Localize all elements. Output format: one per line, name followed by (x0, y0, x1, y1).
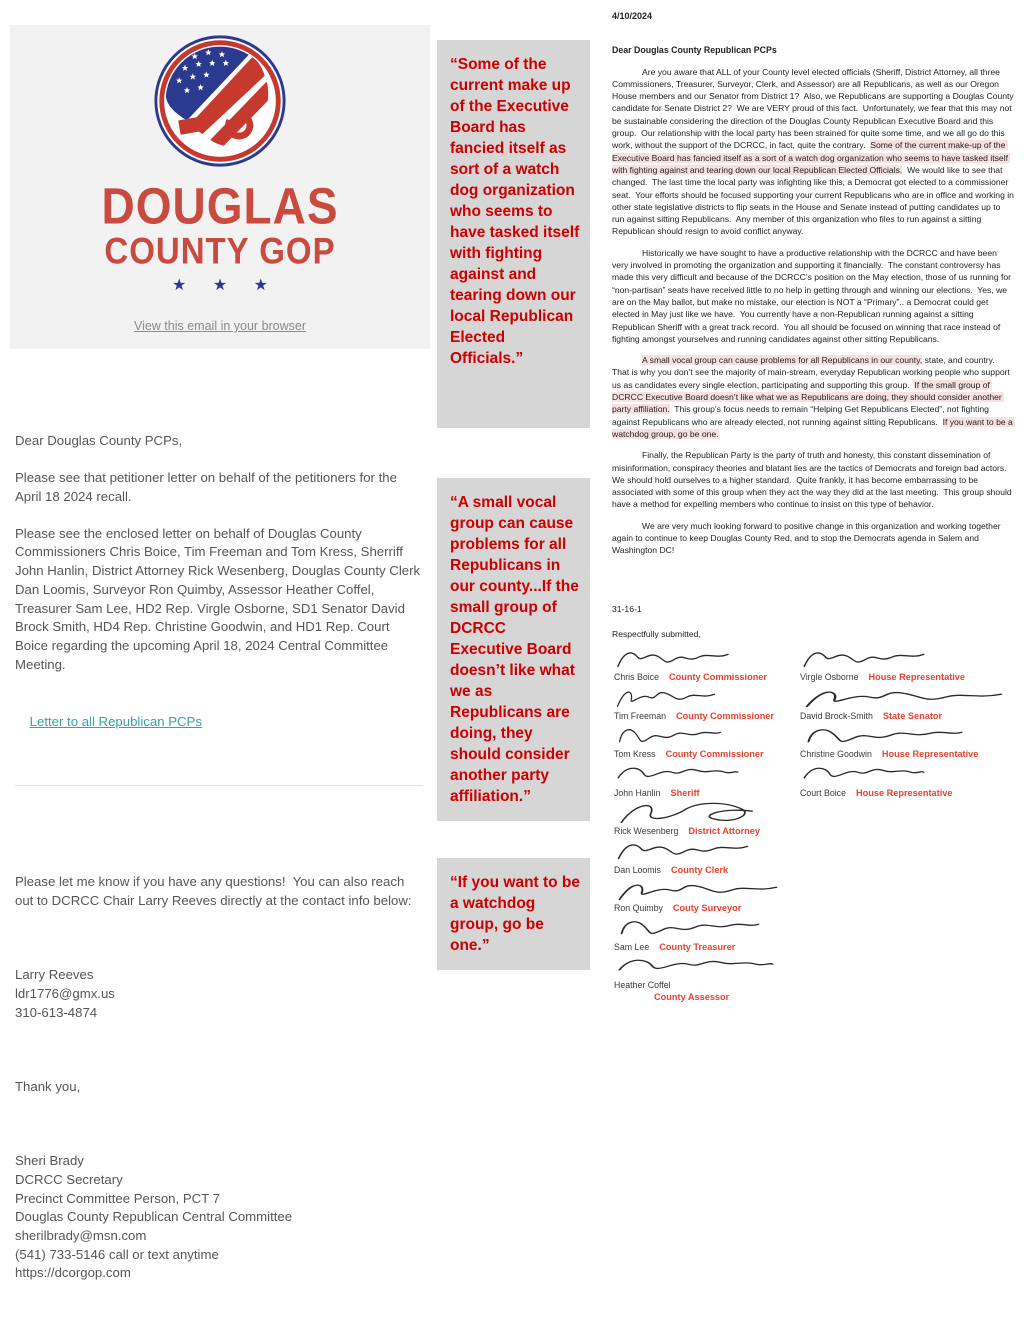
signer-title: County Clerk (670, 864, 729, 875)
handwritten-signature (800, 761, 928, 789)
email-thanks: Thank you, (15, 1078, 81, 1094)
pull-quote: “A small vocal group can cause problems for all Republicans in our county...If the small group of DCRCC Executive Board doesn’t like what we as Republicans are doing, they should consider another party affiliation.” (437, 478, 590, 821)
handwritten-signature (614, 723, 726, 751)
signature-row (614, 723, 800, 762)
signature-row (800, 723, 1014, 762)
signature-column-right (800, 646, 1014, 800)
signer-name: Dan Loomis (614, 864, 661, 875)
signer-title: Couty Surveyor (672, 903, 742, 914)
letter-text: Finally, the Republican Party is the party of truth and honesty, this constant dissemination of misinformation, conspiracy theories and blatant lies are the tactics of Democrats and foreign bad actors. We should hold ourselves to a higher standard. Quite frankly, it has become embarrassing to be associated with some of this group when they act the way they did at the last meeting. This group should have a method for expelling members who continue to insist on this type of behavior. (612, 450, 1015, 510)
highlighted-text: A small vocal group can cause problems for all Republicans in our county, (642, 355, 923, 366)
text-line: Douglas County Republican Central Committee (15, 1209, 293, 1225)
signer-label (614, 748, 764, 760)
signer-title: County Commissioner (675, 710, 774, 721)
signer-name: Christine Goodwin (800, 749, 872, 760)
signer-label (614, 825, 760, 837)
logo-title-line2: COUNTY GOP (104, 229, 336, 272)
handwritten-signature (614, 684, 718, 712)
handwritten-signature (800, 723, 970, 751)
signature-row (614, 685, 800, 724)
logo-stars-icon: ★ ★ ★ (172, 277, 279, 294)
signature-row (614, 954, 800, 1003)
text-line: Sheri Brady (15, 1153, 84, 1169)
handwritten-signature (614, 800, 762, 828)
text-line: ldr1776@gmx.us (15, 985, 115, 1001)
signer-name: Tim Freeman (614, 710, 666, 721)
letter-reference-number: 31-16-1 (612, 603, 642, 614)
email-paragraph: Please see the enclosed letter on behalf of Douglas County Commissioners Chris Boice, Tim Freeman and Tom Kress, Sherriff John Hanlin, District Attorney Rick Wesenberg, Douglas County Clerk Dan Loomis, Surveyor Ron Quimby, Assessor Heather Coffel, Treasurer Sam Lee, HD2 Rep. Virgle Osborne, SD1 Senator David Brock Smith, HD4 Rep. Christine Goodwin, and HD1 Rep. Court Boice regarding the upcoming April 18, 2024 Central Committee Meeting. (15, 525, 424, 672)
email-paragraphs (15, 432, 423, 674)
letter-pane (612, 10, 1015, 1016)
signer-label (614, 864, 728, 876)
signer-label (614, 979, 671, 991)
signer-title: County Assessor (654, 991, 730, 1002)
signature-row (614, 916, 800, 955)
signer-label (800, 710, 942, 722)
letter-paragraph (612, 66, 1015, 238)
signer-name: Court Boice (800, 787, 846, 798)
email-header (10, 25, 430, 349)
highlighted-text: If the small group of DCRCC Executive Board doesn’t like what we as Republicans are doing, they should consider another party affiliation. (612, 379, 1005, 415)
signature-row (614, 800, 800, 839)
email-paragraph: Dear Douglas County PCPs, (15, 433, 183, 449)
handwritten-signature (614, 877, 782, 905)
logo-title-line1: DOUGLAS (101, 177, 339, 235)
text-line: Larry Reeves (15, 967, 94, 983)
letter-paragraph (612, 354, 1015, 440)
letter-text: We would like to see that changed. The last time the local party was infighting like this, a Democrat got elected to a commissioner seat. Your efforts should be focused supporting your current Republicans who are in office and working in other state legislative districts to flip seats in the House and Senate instead of putting candidates up to run against sitting Republicans. Any member of this organization who files to run against a sitting Republican should resign to avoid conflict anyway. (612, 164, 1017, 237)
signer-name: John Hanlin (614, 787, 661, 798)
letter-date: 4/10/2024 (612, 11, 653, 21)
signature-row (614, 839, 800, 878)
gop-elephant-logo (152, 33, 288, 169)
signer-name: Tom Kress (614, 749, 656, 760)
highlighted-text: If you want to be a watchdog group, go be one. (612, 416, 1016, 439)
letter-salutation: Dear Douglas County Republican PCPs (612, 45, 777, 56)
signer-title: House Representative (855, 787, 953, 798)
text-line: DCRCC Secretary (15, 1171, 123, 1187)
signer-label (614, 710, 774, 722)
handwritten-signature (800, 684, 1008, 712)
letter-paragraphs (612, 66, 1015, 557)
signature-row (800, 646, 1014, 685)
signer-title: State Senator (882, 710, 943, 721)
signer-title: County Treasurer (659, 941, 736, 952)
text-line: sherilbrady@msn.com (15, 1227, 147, 1243)
highlighted-text: Some of the current make-up of the Executive Board has fancied itself as a sort of a watch dog organization who seems to have tasked itself with fighting against and tearing down our local Republican Elected Officials. (612, 140, 1011, 175)
handwritten-signature (614, 838, 752, 866)
signer-title: Sheriff (670, 787, 700, 798)
letter-text: Historically we have sought to have a productive relationship with the DCRCC and have been very involved in promoting the organization and supporting it financially. The constant controversy has made this very difficult and because of the DCRCC’s position on the May election, those of us running for “non-partisan” seats have received little to no help in getting through and winning our elections. Yes, we are on the May ballot, but make no mistake, our election is NOT a “Primary”.. a Democrat could get elected in May just like we have. You currently have a non-Republican running against a sitting Republican Sheriff with a great track record. You all should be focused on winning that race instead of fighting amongst yourselves and running candidates against other sitting Republicans. (612, 247, 1014, 344)
letter-text: We are very much looking forward to positive change in this organization and working together again to continue to keep Douglas County Red, and to stop the Democrats agenda in Salem and Washington DC! (612, 520, 1003, 556)
signer-label (614, 671, 767, 683)
signer-name: Ron Quimby (614, 903, 663, 914)
signature-row (614, 762, 800, 801)
text-line: Precinct Committee Person, PCT 7 (15, 1190, 220, 1206)
handwritten-signature (614, 646, 732, 674)
signer-label (614, 941, 735, 953)
email-signature-block (15, 1152, 423, 1283)
text-line: https://dcorgop.com (15, 1265, 131, 1281)
signer-title: County Commissioner (668, 672, 767, 683)
signature-row (614, 646, 800, 685)
email-paragraph: Please see that petitioner letter on behalf of the petitioners for the April 18 2024 recall. (15, 470, 400, 504)
handwritten-signature (614, 761, 742, 789)
letter-text: state, and country. That is why you don’t see the majority of main-stream, everyday Republican working people who support us as candidates every single election, participating and supporting this group. (612, 355, 1013, 390)
signer-title: County Commissioner (665, 749, 764, 760)
signer-label (800, 671, 965, 683)
email-body (0, 349, 437, 1339)
signer-label (614, 787, 700, 799)
email-pane (0, 0, 437, 1339)
signature-area (612, 646, 1015, 1016)
text-line: (541) 733-5146 call or text anytime (15, 1246, 219, 1262)
handwritten-signature (800, 646, 928, 674)
signer-name: Heather Coffel (614, 979, 671, 990)
letter-paragraph (612, 520, 1015, 557)
pull-quote: “If you want to be a watchdog group, go be one.” (437, 858, 590, 970)
signature-row (800, 762, 1014, 801)
letter-to-pcps-link[interactable]: Letter to all Republican PCPs (29, 714, 202, 730)
letter-text: Are you aware that ALL of your County level elected officials (Sheriff, District Attorney, all three Commissioners, Treasurer, Surveyor, Clerk, and Assessor) are all Republicans, as well as our Oregon House members and our Senator from District 1? Also, we Republicans are supporting a Douglas County candidate for Senate District 2? We are VERY proud of this fact. Unfortunately, we fear that this may not be sustainable considering the direction of the Douglas County Republican Executive Board and this group. Our relationship with the local party has been strained for quite some time, and we all go do this work, without the support of the DCRCC, in fact, quite the contrary. (612, 66, 1017, 151)
signature-column-left (614, 646, 800, 1003)
signer-name: David Brock-Smith (800, 710, 873, 721)
signer-title: House Representative (881, 749, 979, 760)
signer-title: District Attorney (688, 826, 761, 837)
signer-name: Rick Wesenberg (614, 826, 679, 837)
pull-quote: “Some of the current make up of the Executive Board has fancied itself as sort of a watch dog organization who seems to have tasked itself with fighting against and tearing down our local Republican Elected Officials.” (437, 40, 590, 428)
signer-name: Virgle Osborne (800, 672, 859, 683)
signer-name: Sam Lee (614, 941, 650, 952)
view-in-browser-link[interactable]: View this email in your browser (133, 319, 307, 333)
text-line: 310-613-4874 (15, 1004, 98, 1020)
letter-closing: Respectfully submitted, (612, 628, 701, 639)
handwritten-signature (614, 953, 778, 981)
email-divider (15, 785, 423, 786)
signer-name: Chris Boice (614, 672, 659, 683)
letter-text: This group’s focus needs to remain “Helping Get Republicans Elected”, not fighting against Republicans who are already elected, not running against sitting Republicans. (612, 404, 992, 427)
signature-row (800, 685, 1014, 724)
email-paragraph-questions: Please let me know if you have any questions! You can also reach out to DCRCC Chair Larry Reeves directly at the contact info below: (15, 874, 412, 908)
letter-paragraph (612, 449, 1015, 510)
signer-title: House Representative (868, 672, 966, 683)
signer-label (800, 787, 952, 799)
signer-label (614, 902, 741, 914)
signature-row (614, 877, 800, 916)
contact-block (15, 966, 423, 1022)
handwritten-signature (614, 915, 766, 943)
letter-paragraph (612, 247, 1015, 345)
signer-label (800, 748, 978, 760)
